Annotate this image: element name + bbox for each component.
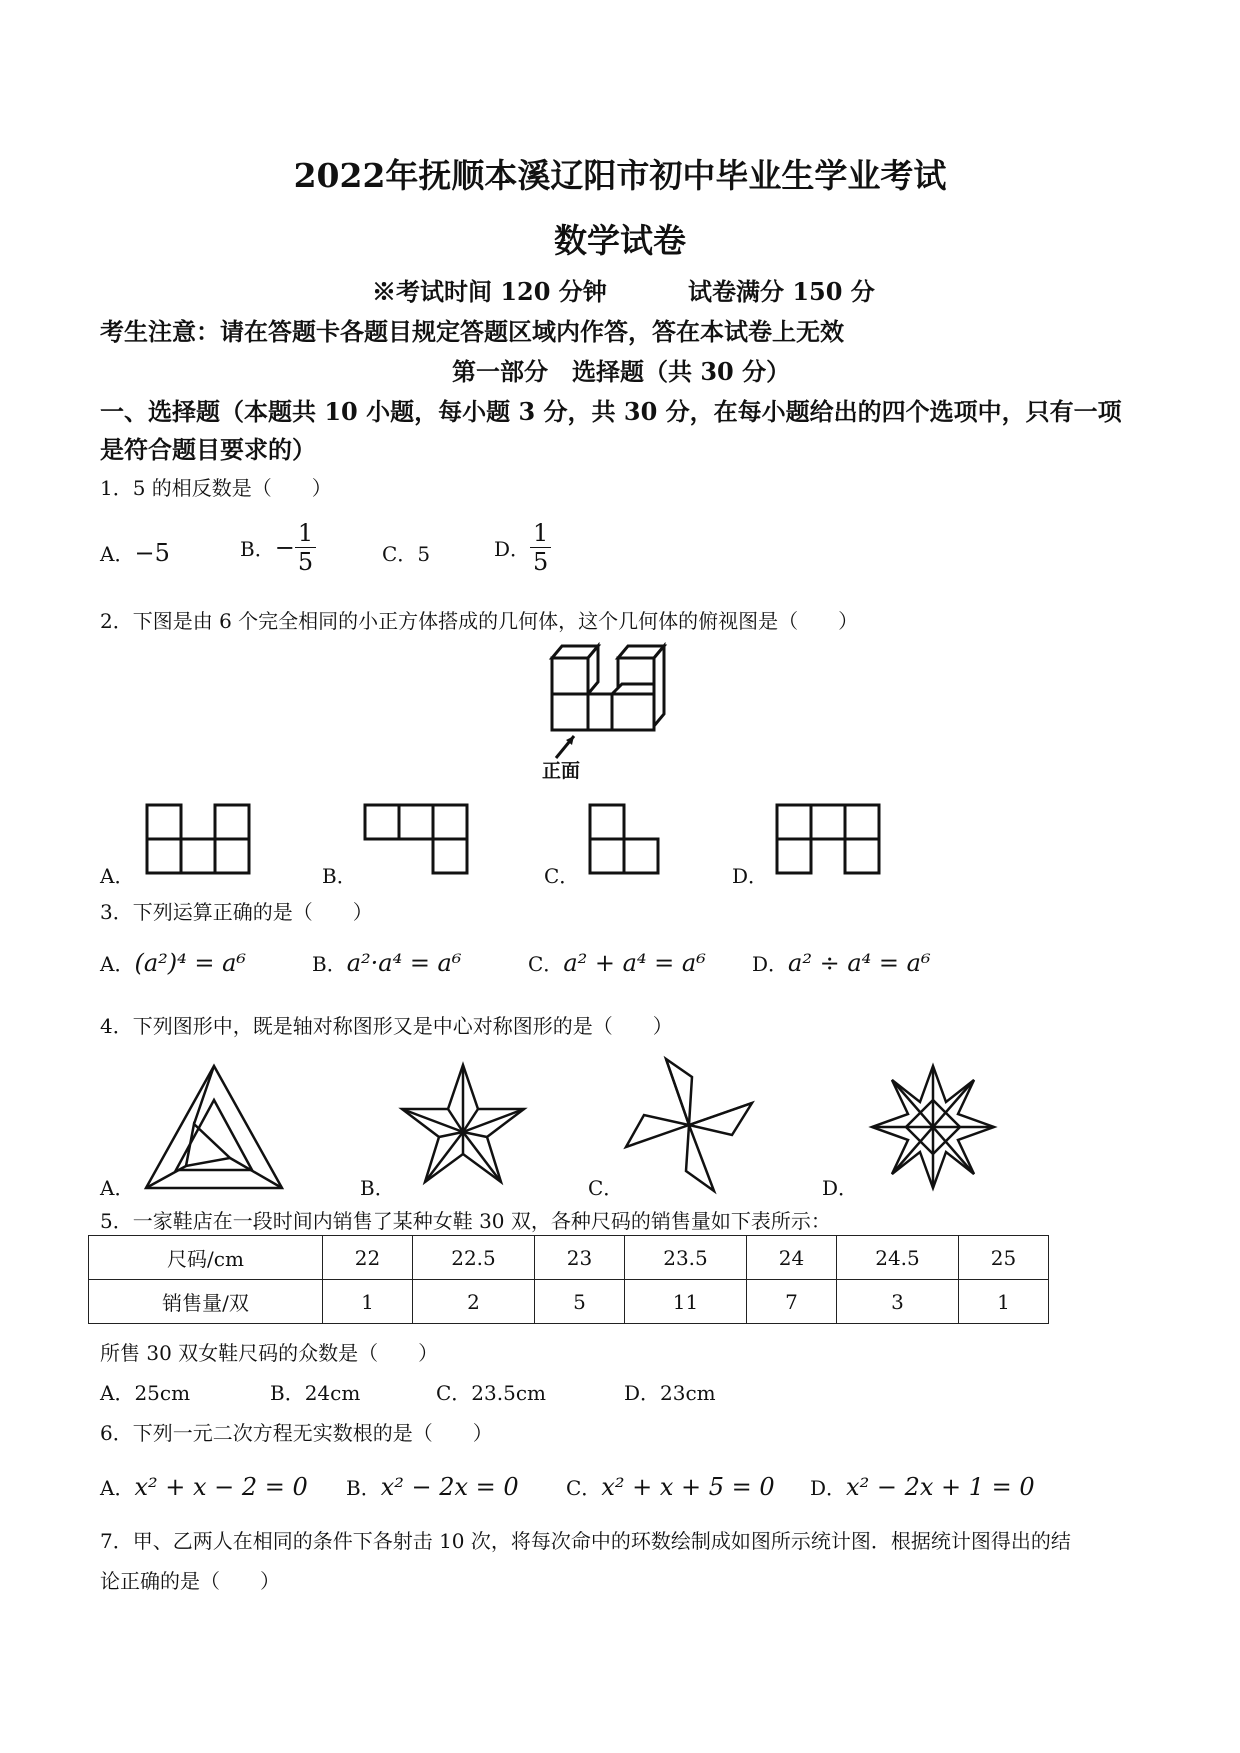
q2-option-c-figure[interactable] [588, 803, 668, 878]
table-cell: 11 [625, 1280, 747, 1324]
q3-option-c[interactable] [528, 948, 706, 977]
q1-stem: 1．5 的相反数是（ ） [100, 476, 332, 500]
table-header-size: 尺码/cm [89, 1236, 323, 1280]
table-cell: 25 [959, 1236, 1049, 1280]
q6-d-label: D． [810, 1476, 847, 1500]
q3-option-a[interactable] [100, 948, 246, 977]
q1-d-label: D． [494, 537, 531, 561]
q1-option-a[interactable] [100, 538, 170, 567]
table-cell: 5 [535, 1280, 625, 1324]
q1-d-denominator: 5 [533, 548, 549, 576]
q1-c-value: 5 [417, 542, 431, 566]
q3-d-label: D． [752, 952, 789, 976]
q4-option-a-figure[interactable] [142, 1062, 287, 1192]
q4-option-b-figure[interactable] [398, 1062, 528, 1192]
table-header-count: 销售量/双 [89, 1280, 323, 1324]
q2-a-label: A． [100, 864, 135, 888]
q3-b-expr: a²·a⁴ = a⁶ [346, 949, 462, 977]
q1-b-numerator: 1 [295, 519, 316, 548]
q3-c-label: C． [528, 952, 564, 976]
table-cell: 24.5 [837, 1236, 959, 1280]
q5-size-table [88, 1235, 1049, 1324]
q6-b-expr: x² − 2x = 0 [380, 1473, 519, 1501]
q1-a-label: A． [100, 542, 135, 566]
q4-d-label: D． [822, 1176, 859, 1200]
exam-subtitle: 数学试卷 [554, 221, 686, 260]
q7-stem-line2: 论正确的是（ ） [100, 1569, 280, 1593]
table-cell: 7 [747, 1280, 837, 1324]
q4-b-label: B． [360, 1176, 395, 1200]
q3-c-expr: a² + a⁴ = a⁶ [563, 949, 706, 977]
q7-stem-line1: 7．甲、乙两人在相同的条件下各射击 10 次，将每次命中的环数绘制成如图所示统计图．根据统计图得出的结 [100, 1529, 1071, 1553]
exam-title: 2022年抚顺本溪辽阳市初中毕业生学业考试 [293, 156, 947, 195]
q2-solid-figure [548, 640, 668, 760]
q6-b-label: B． [346, 1476, 381, 1500]
q1-d-fraction [530, 519, 551, 576]
q2-stem: 2．下图是由 6 个完全相同的小正方体搭成的几何体，这个几何体的俯视图是（ ） [100, 609, 859, 633]
table-row-counts [89, 1280, 1049, 1324]
part1-heading: 第一部分 选择题（共 30 分） [452, 357, 791, 386]
section-instruction-line1: 一、选择题（本题共 10 小题，每小题 3 分，共 30 分，在每小题给出的四个选项中，只有一项 [100, 397, 1122, 426]
q1-option-c[interactable] [382, 538, 430, 567]
q1-b-denominator: 5 [297, 548, 314, 576]
q4-stem: 4．下列图形中，既是轴对称图形又是中心对称图形的是（ ） [100, 1014, 673, 1038]
q1-c-label: C． [382, 542, 418, 566]
q6-c-label: C． [566, 1476, 602, 1500]
q2-d-label: D． [732, 864, 769, 888]
table-cell: 22 [323, 1236, 413, 1280]
q1-d-numerator: 1 [530, 519, 551, 548]
q2-c-label: C． [544, 864, 580, 888]
q6-option-a[interactable] [100, 1472, 308, 1501]
q4-option-c-figure[interactable] [622, 1055, 757, 1195]
table-cell: 23.5 [625, 1236, 747, 1280]
exam-time: ※考试时间 120 分钟 [372, 277, 607, 306]
q6-a-label: A． [100, 1476, 135, 1500]
q3-a-label: A． [100, 952, 135, 976]
q4-a-label: A． [100, 1176, 135, 1200]
q1-a-value: −5 [134, 539, 170, 567]
q1-b-label: B． [240, 537, 275, 561]
q5-option-b[interactable]: B．24cm [270, 1381, 361, 1405]
q2-option-b-figure[interactable] [363, 803, 473, 878]
section-instruction-line2: 是符合题目要求的） [100, 435, 316, 464]
q6-stem: 6．下列一元二次方程无实数根的是（ ） [100, 1421, 493, 1445]
q5-option-a[interactable]: A．25cm [100, 1381, 191, 1405]
table-cell: 24 [747, 1236, 837, 1280]
q4-option-d-figure[interactable] [868, 1062, 998, 1192]
q6-a-expr: x² + x − 2 = 0 [134, 1473, 308, 1501]
q5-stem: 5．一家鞋店在一段时间内销售了某种女鞋 30 双，各种尺码的销售量如下表所示： [100, 1209, 831, 1233]
q2-option-d-figure[interactable] [775, 803, 885, 878]
q1-option-d[interactable] [494, 519, 551, 576]
q6-d-expr: x² − 2x + 1 = 0 [846, 1473, 1035, 1501]
q5-question: 所售 30 双女鞋尺码的众数是（ ） [100, 1341, 439, 1365]
q3-option-d[interactable] [752, 948, 931, 977]
q3-d-expr: a² ÷ a⁴ = a⁶ [788, 949, 931, 977]
q1-b-fraction [295, 519, 316, 576]
q3-stem: 3．下列运算正确的是（ ） [100, 900, 373, 924]
q5-option-c[interactable]: C．23.5cm [436, 1381, 546, 1405]
table-cell: 22.5 [413, 1236, 535, 1280]
table-row-sizes [89, 1236, 1049, 1280]
q6-option-d[interactable] [810, 1472, 1035, 1501]
table-cell: 1 [323, 1280, 413, 1324]
full-score: 试卷满分 150 分 [688, 277, 875, 306]
table-cell: 1 [959, 1280, 1049, 1324]
q6-option-b[interactable] [346, 1472, 519, 1501]
exam-notice: 考生注意：请在答题卡各题目规定答题区域内作答，答在本试卷上无效 [100, 317, 844, 346]
table-cell: 2 [413, 1280, 535, 1324]
q6-option-c[interactable] [566, 1472, 775, 1501]
table-cell: 3 [837, 1280, 959, 1324]
q6-c-expr: x² + x + 5 = 0 [601, 1473, 775, 1501]
q3-b-label: B． [312, 952, 347, 976]
q2-option-a-figure[interactable] [145, 803, 255, 878]
q3-a-expr: (a²)⁴ = a⁶ [134, 949, 247, 977]
q1-b-sign: − [274, 533, 295, 562]
q4-c-label: C． [588, 1176, 624, 1200]
q1-option-b[interactable] [240, 519, 316, 576]
q2-b-label: B． [322, 864, 357, 888]
q3-option-b[interactable] [312, 948, 462, 977]
table-cell: 23 [535, 1236, 625, 1280]
q5-option-d[interactable]: D．23cm [624, 1381, 716, 1405]
q2-front-label: 正面 [542, 760, 581, 782]
